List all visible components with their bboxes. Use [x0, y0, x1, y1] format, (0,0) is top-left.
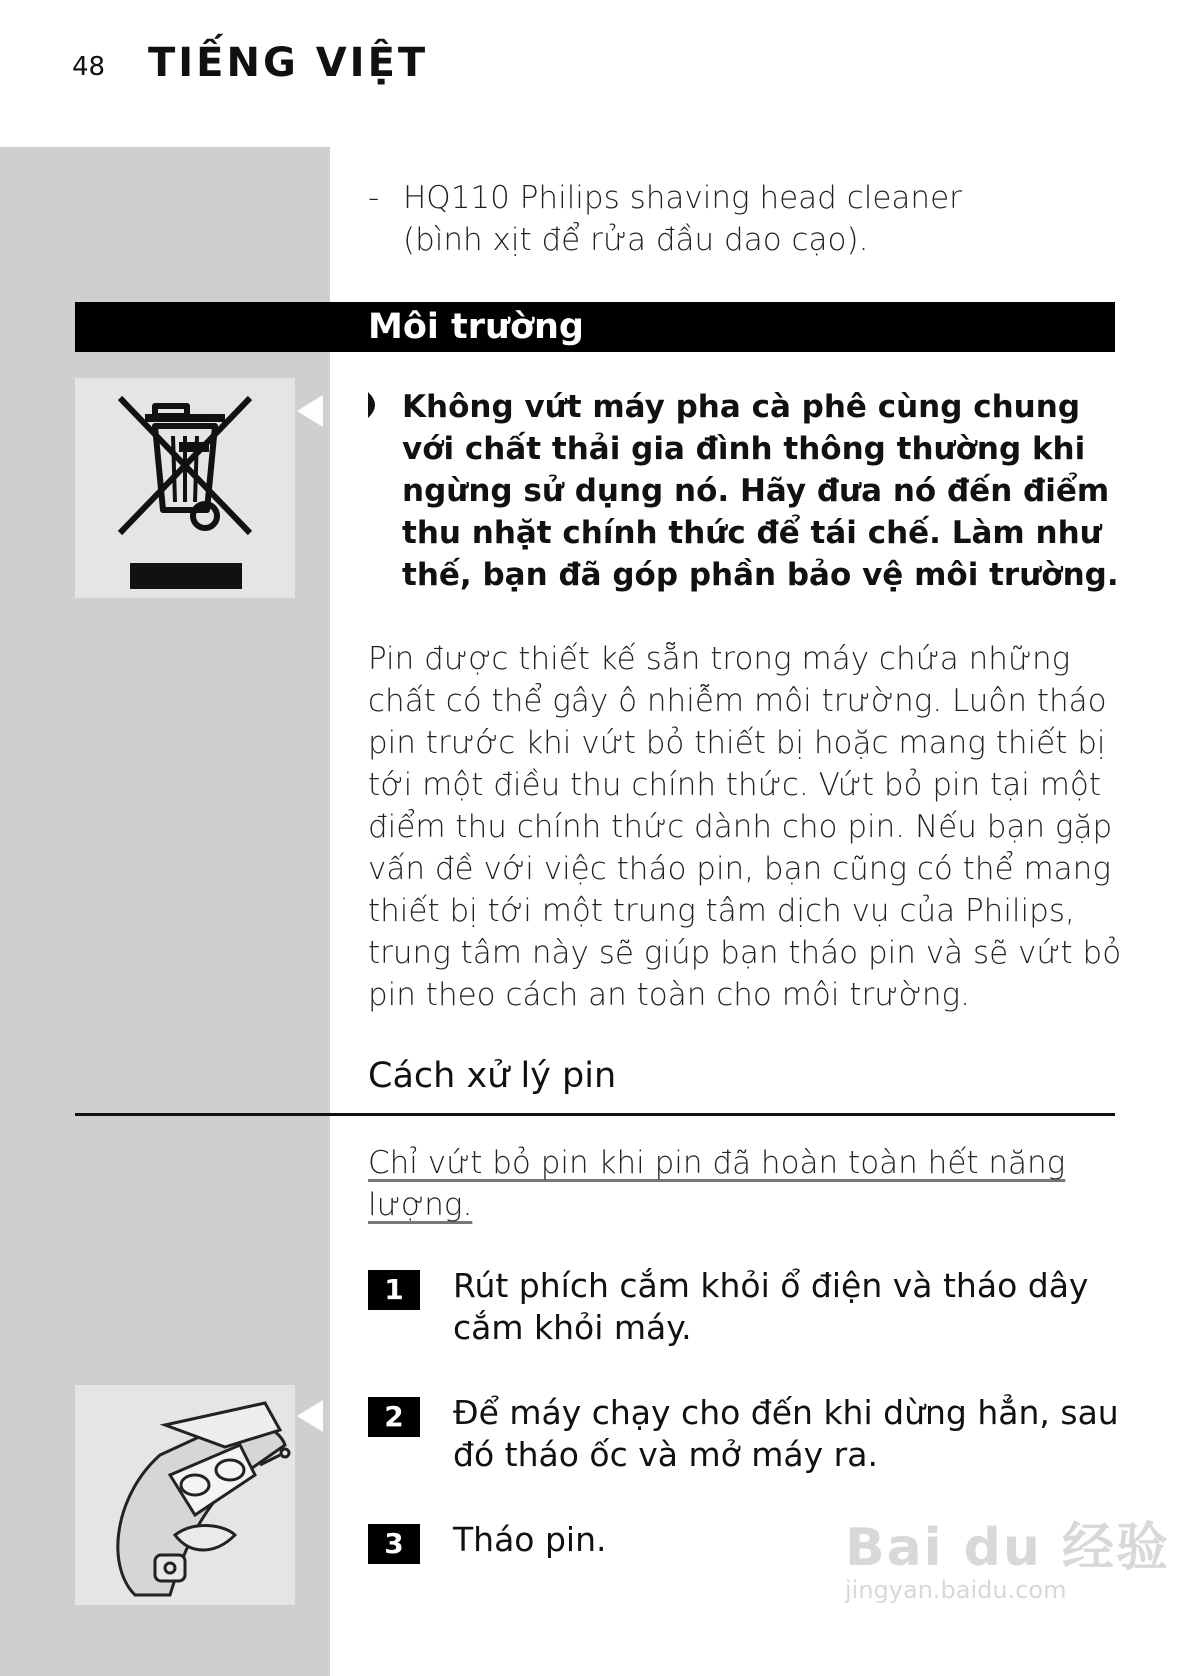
- bullet-icon: [368, 392, 382, 418]
- watermark-logo: Bai du 经验: [845, 1518, 1170, 1578]
- callout-pointer: [297, 1400, 323, 1432]
- subsection-title: Cách xử lý pin: [368, 1056, 617, 1096]
- step-text: Để máy chạy cho đến khi dừng hẳn, sau đó tháo ốc và mở máy ra.: [453, 1393, 1119, 1474]
- section-heading-bar: [75, 302, 1115, 352]
- page-number: 48: [72, 52, 106, 82]
- crossed-bin-icon: [75, 378, 295, 598]
- shaver-icon: [75, 1385, 295, 1605]
- battery-note: [368, 1142, 1068, 1226]
- battery-note-text: Chỉ vứt bỏ pin khi pin đã hoàn toàn hết năng lượng.: [368, 1145, 1066, 1223]
- section-divider: [75, 1113, 1115, 1116]
- step-number: 1: [368, 1270, 420, 1310]
- section-title: Môi trường: [368, 307, 584, 347]
- watermark-url: jingyan.baidu.com: [845, 1576, 1067, 1604]
- recycle-illustration: [75, 378, 295, 598]
- accessory-item: [368, 177, 1128, 261]
- callout-pointer: [297, 395, 323, 427]
- accessory-line-1: HQ110 Philips shaving head cleaner: [403, 180, 962, 216]
- page-title: TIẾNG VIỆT: [148, 40, 429, 86]
- step-number: 3: [368, 1524, 420, 1564]
- disposal-instruction: Không vứt máy pha cà phê cùng chung với chất thải gia đình thông thường khi ngừng sử dụng nó. Hãy đưa nó đến điểm thu nhặt chính thức để tái chế. Làm như thế, bạn đã góp phần bảo vệ môi trường.: [402, 389, 1119, 593]
- list-dash: -: [368, 180, 380, 216]
- baidu-watermark: [845, 1505, 1170, 1604]
- accessory-line-2: (bình xịt để rửa đầu dao cạo).: [403, 222, 869, 258]
- step-text: Tháo pin.: [453, 1520, 607, 1559]
- step-number: 2: [368, 1397, 420, 1437]
- battery-paragraph: Pin được thiết kế sẵn trong máy chứa những chất có thể gây ô nhiễm môi trường. Luôn tháo pin trước khi vứt bỏ thiết bị hoặc mang thiết bị tới một điều thu chính thức. Vứt bỏ pin tại một điểm thu chính thức dành cho pin. Nếu bạn gặp vấn đề với việc tháo pin, bạn cũng có thể mang thiết bị tới một trung tâm dịch vụ của Philips, trung tâm này sẽ giúp bạn tháo pin và sẽ vứt bỏ pin theo cách an toàn cho môi trường.: [368, 641, 1122, 1013]
- step-text: Rút phích cắm khỏi ổ điện và tháo dây cắm khỏi máy.: [453, 1266, 1089, 1347]
- shaver-illustration: [75, 1385, 295, 1605]
